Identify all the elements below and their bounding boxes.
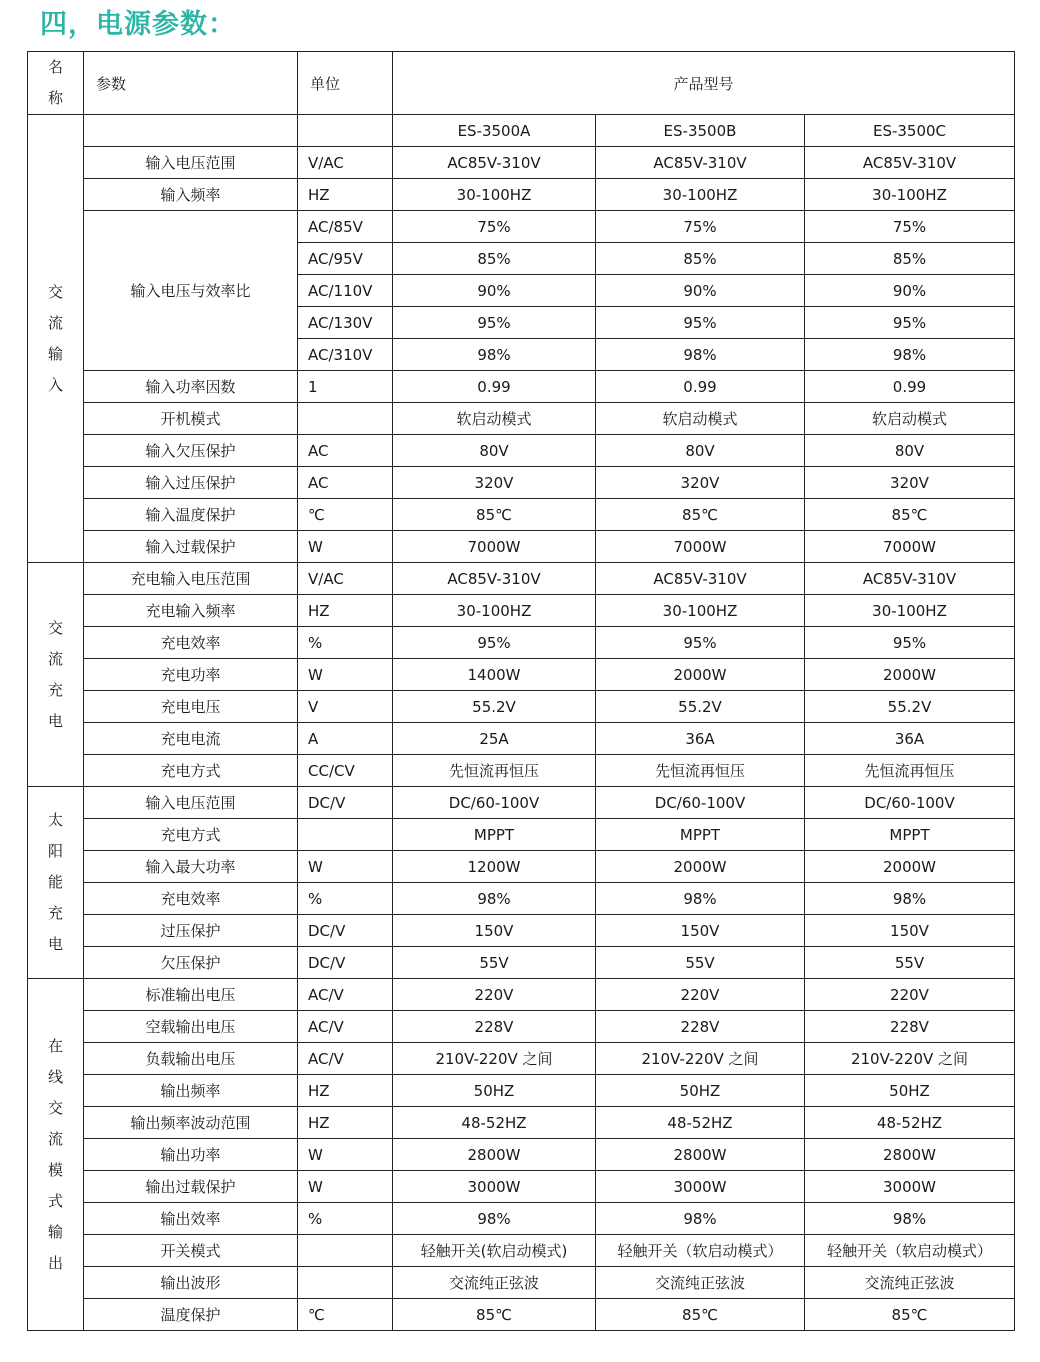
value-cell: 48-52HZ	[393, 1107, 596, 1139]
value-cell: 95%	[393, 627, 596, 659]
value-cell: AC85V-310V	[596, 563, 805, 595]
param-cell: 输出频率	[84, 1075, 298, 1107]
value-cell: 25A	[393, 723, 596, 755]
unit-cell: AC/V	[298, 1011, 393, 1043]
value-cell: 软启动模式	[393, 403, 596, 435]
value-cell: 55.2V	[805, 691, 1015, 723]
value-cell: 90%	[393, 275, 596, 307]
value-cell: 85℃	[393, 1299, 596, 1331]
table-row	[28, 435, 1015, 467]
table-row	[28, 467, 1015, 499]
unit-cell: %	[298, 627, 393, 659]
unit-cell: AC/85V	[298, 211, 393, 243]
value-cell: 85℃	[805, 499, 1015, 531]
table-row	[28, 1075, 1015, 1107]
value-cell: 48-52HZ	[805, 1107, 1015, 1139]
unit-cell	[298, 403, 393, 435]
value-cell: MPPT	[596, 819, 805, 851]
value-cell: AC85V-310V	[393, 563, 596, 595]
param-cell: 充电电流	[84, 723, 298, 755]
table-row	[28, 499, 1015, 531]
value-cell: 98%	[393, 339, 596, 371]
unit-cell: ℃	[298, 1299, 393, 1331]
param-cell: 充电方式	[84, 819, 298, 851]
value-cell: 98%	[805, 339, 1015, 371]
header-row	[28, 52, 1015, 115]
header-unit: 单位	[298, 52, 393, 115]
value-cell: 30-100HZ	[393, 595, 596, 627]
table-row	[28, 787, 1015, 819]
table-row	[28, 595, 1015, 627]
unit-cell: %	[298, 883, 393, 915]
value-cell: 轻触开关（软启动模式）	[596, 1235, 805, 1267]
value-cell: DC/60-100V	[596, 787, 805, 819]
power-spec-table	[27, 51, 1015, 1331]
param-cell: 输出功率	[84, 1139, 298, 1171]
value-cell: AC85V-310V	[393, 147, 596, 179]
value-cell: 220V	[393, 979, 596, 1011]
param-cell: 输出波形	[84, 1267, 298, 1299]
unit-cell: DC/V	[298, 787, 393, 819]
value-cell: 228V	[805, 1011, 1015, 1043]
value-cell: 2000W	[805, 659, 1015, 691]
value-cell: 轻触开关（软启动模式）	[805, 1235, 1015, 1267]
value-cell: 48-52HZ	[596, 1107, 805, 1139]
unit-cell: HZ	[298, 595, 393, 627]
param-cell: 输入电压范围	[84, 787, 298, 819]
table-row	[28, 659, 1015, 691]
unit-cell: HZ	[298, 1107, 393, 1139]
value-cell: 220V	[805, 979, 1015, 1011]
param-cell: 过压保护	[84, 915, 298, 947]
table-row	[28, 403, 1015, 435]
value-cell: AC85V-310V	[596, 147, 805, 179]
unit-cell: AC	[298, 435, 393, 467]
unit-cell: AC/110V	[298, 275, 393, 307]
value-cell: 30-100HZ	[805, 595, 1015, 627]
value-cell: 7000W	[393, 531, 596, 563]
value-cell: 2000W	[596, 659, 805, 691]
table-row	[28, 563, 1015, 595]
value-cell: 2000W	[596, 851, 805, 883]
value-cell: 228V	[393, 1011, 596, 1043]
table-row	[28, 947, 1015, 979]
table-row	[28, 883, 1015, 915]
unit-cell: V	[298, 691, 393, 723]
param-cell: 输出过载保护	[84, 1171, 298, 1203]
table-row	[28, 179, 1015, 211]
value-cell: 98%	[393, 883, 596, 915]
param-cell: 充电效率	[84, 627, 298, 659]
value-cell: 50HZ	[393, 1075, 596, 1107]
value-cell: 0.99	[393, 371, 596, 403]
table-row	[28, 915, 1015, 947]
header-param: 参数	[84, 52, 298, 115]
table-row	[28, 1139, 1015, 1171]
value-cell: DC/60-100V	[393, 787, 596, 819]
unit-cell: W	[298, 531, 393, 563]
unit-cell: W	[298, 851, 393, 883]
value-cell: 55V	[805, 947, 1015, 979]
group-label: 太阳能充电	[28, 787, 84, 979]
value-cell: 320V	[596, 467, 805, 499]
unit-cell	[298, 1267, 393, 1299]
value-cell: 320V	[393, 467, 596, 499]
value-cell: 软启动模式	[805, 403, 1015, 435]
value-cell: 30-100HZ	[596, 595, 805, 627]
value-cell: 85%	[393, 243, 596, 275]
unit-cell: DC/V	[298, 915, 393, 947]
group-label: 交流输入	[28, 115, 84, 563]
value-cell: AC85V-310V	[805, 147, 1015, 179]
value-cell: 85℃	[805, 1299, 1015, 1331]
value-cell: 75%	[596, 211, 805, 243]
value-cell: 210V-220V 之间	[393, 1043, 596, 1075]
value-cell: 2800W	[805, 1139, 1015, 1171]
value-cell: 3000W	[805, 1171, 1015, 1203]
unit-cell: AC/V	[298, 1043, 393, 1075]
empty-cell	[84, 115, 298, 147]
value-cell: 90%	[805, 275, 1015, 307]
param-cell: 输入功率因数	[84, 371, 298, 403]
section-title: 四，电源参数：	[40, 9, 236, 40]
param-cell: 输入电压与效率比	[84, 211, 298, 371]
value-cell: 85%	[596, 243, 805, 275]
value-cell: 55V	[393, 947, 596, 979]
param-cell: 输入过压保护	[84, 467, 298, 499]
value-cell: 55.2V	[393, 691, 596, 723]
model-name: ES-3500B	[596, 115, 805, 147]
unit-cell: HZ	[298, 179, 393, 211]
param-cell: 欠压保护	[84, 947, 298, 979]
value-cell: 80V	[393, 435, 596, 467]
table-row	[28, 371, 1015, 403]
table-row	[28, 755, 1015, 787]
value-cell: 0.99	[805, 371, 1015, 403]
value-cell: 轻触开关(软启动模式)	[393, 1235, 596, 1267]
table-row	[28, 1203, 1015, 1235]
value-cell: 1200W	[393, 851, 596, 883]
param-cell: 空载输出电压	[84, 1011, 298, 1043]
unit-cell: AC	[298, 467, 393, 499]
group-label: 交流充电	[28, 563, 84, 787]
table-row	[28, 147, 1015, 179]
value-cell: 210V-220V 之间	[805, 1043, 1015, 1075]
model-row	[28, 115, 1015, 147]
unit-cell: AC/130V	[298, 307, 393, 339]
param-cell: 输入温度保护	[84, 499, 298, 531]
value-cell: 95%	[596, 627, 805, 659]
table-row	[28, 1235, 1015, 1267]
table-row	[28, 211, 1015, 243]
value-cell: 98%	[596, 339, 805, 371]
param-cell: 输出频率波动范围	[84, 1107, 298, 1139]
value-cell: 交流纯正弦波	[596, 1267, 805, 1299]
unit-cell: W	[298, 1171, 393, 1203]
unit-cell: HZ	[298, 1075, 393, 1107]
param-cell: 开机模式	[84, 403, 298, 435]
unit-cell: ℃	[298, 499, 393, 531]
unit-cell: W	[298, 659, 393, 691]
value-cell: DC/60-100V	[805, 787, 1015, 819]
value-cell: 7000W	[805, 531, 1015, 563]
value-cell: 先恒流再恒压	[805, 755, 1015, 787]
unit-cell: 1	[298, 371, 393, 403]
param-cell: 充电电压	[84, 691, 298, 723]
value-cell: 150V	[596, 915, 805, 947]
value-cell: 7000W	[596, 531, 805, 563]
value-cell: 2800W	[596, 1139, 805, 1171]
value-cell: 90%	[596, 275, 805, 307]
param-cell: 输入最大功率	[84, 851, 298, 883]
value-cell: 95%	[805, 627, 1015, 659]
value-cell: 80V	[805, 435, 1015, 467]
table-row	[28, 1011, 1015, 1043]
value-cell: 210V-220V 之间	[596, 1043, 805, 1075]
value-cell: AC85V-310V	[805, 563, 1015, 595]
value-cell: 30-100HZ	[393, 179, 596, 211]
value-cell: 150V	[805, 915, 1015, 947]
value-cell: 80V	[596, 435, 805, 467]
value-cell: 交流纯正弦波	[393, 1267, 596, 1299]
value-cell: 3000W	[596, 1171, 805, 1203]
value-cell: 55.2V	[596, 691, 805, 723]
value-cell: 95%	[393, 307, 596, 339]
unit-cell: W	[298, 1139, 393, 1171]
unit-cell: CC/CV	[298, 755, 393, 787]
table-row	[28, 1267, 1015, 1299]
value-cell: 85℃	[393, 499, 596, 531]
value-cell: 150V	[393, 915, 596, 947]
table-row	[28, 1299, 1015, 1331]
value-cell: 30-100HZ	[596, 179, 805, 211]
group-label: 在线交流模式输出	[28, 979, 84, 1331]
param-cell: 输入频率	[84, 179, 298, 211]
model-name: ES-3500A	[393, 115, 596, 147]
value-cell: 30-100HZ	[805, 179, 1015, 211]
value-cell: MPPT	[393, 819, 596, 851]
value-cell: 228V	[596, 1011, 805, 1043]
unit-cell: A	[298, 723, 393, 755]
table-row	[28, 531, 1015, 563]
value-cell: 98%	[393, 1203, 596, 1235]
param-cell: 充电输入频率	[84, 595, 298, 627]
unit-cell: V/AC	[298, 563, 393, 595]
value-cell: 先恒流再恒压	[596, 755, 805, 787]
model-name: ES-3500C	[805, 115, 1015, 147]
unit-cell: V/AC	[298, 147, 393, 179]
header-name: 名称	[28, 52, 84, 115]
value-cell: 85℃	[596, 1299, 805, 1331]
unit-cell	[298, 1235, 393, 1267]
table-row	[28, 691, 1015, 723]
value-cell: 75%	[393, 211, 596, 243]
table-row	[28, 819, 1015, 851]
empty-cell	[298, 115, 393, 147]
param-cell: 负载输出电压	[84, 1043, 298, 1075]
value-cell: 50HZ	[596, 1075, 805, 1107]
value-cell: 先恒流再恒压	[393, 755, 596, 787]
unit-cell: AC/95V	[298, 243, 393, 275]
param-cell: 充电功率	[84, 659, 298, 691]
unit-cell: AC/V	[298, 979, 393, 1011]
value-cell: 0.99	[596, 371, 805, 403]
value-cell: 85℃	[596, 499, 805, 531]
value-cell: 55V	[596, 947, 805, 979]
param-cell: 充电效率	[84, 883, 298, 915]
table-row	[28, 1043, 1015, 1075]
value-cell: 98%	[596, 883, 805, 915]
value-cell: 75%	[805, 211, 1015, 243]
table-row	[28, 1107, 1015, 1139]
param-cell: 输出效率	[84, 1203, 298, 1235]
param-cell: 充电方式	[84, 755, 298, 787]
unit-cell: %	[298, 1203, 393, 1235]
value-cell: 1400W	[393, 659, 596, 691]
value-cell: MPPT	[805, 819, 1015, 851]
param-cell: 输入电压范围	[84, 147, 298, 179]
value-cell: 36A	[805, 723, 1015, 755]
header-model: 产品型号	[393, 52, 1015, 115]
table-row	[28, 723, 1015, 755]
value-cell: 98%	[596, 1203, 805, 1235]
table-row	[28, 851, 1015, 883]
value-cell: 85%	[805, 243, 1015, 275]
value-cell: 320V	[805, 467, 1015, 499]
unit-cell: AC/310V	[298, 339, 393, 371]
param-cell: 温度保护	[84, 1299, 298, 1331]
value-cell: 95%	[596, 307, 805, 339]
param-cell: 开关模式	[84, 1235, 298, 1267]
value-cell: 98%	[805, 883, 1015, 915]
value-cell: 220V	[596, 979, 805, 1011]
value-cell: 95%	[805, 307, 1015, 339]
table-row	[28, 979, 1015, 1011]
unit-cell: DC/V	[298, 947, 393, 979]
table-row	[28, 1171, 1015, 1203]
param-cell: 标准输出电压	[84, 979, 298, 1011]
value-cell: 软启动模式	[596, 403, 805, 435]
value-cell: 3000W	[393, 1171, 596, 1203]
param-cell: 输入欠压保护	[84, 435, 298, 467]
value-cell: 2000W	[805, 851, 1015, 883]
value-cell: 36A	[596, 723, 805, 755]
value-cell: 2800W	[393, 1139, 596, 1171]
unit-cell	[298, 819, 393, 851]
param-cell: 输入过载保护	[84, 531, 298, 563]
param-cell: 充电输入电压范围	[84, 563, 298, 595]
value-cell: 50HZ	[805, 1075, 1015, 1107]
table-row	[28, 627, 1015, 659]
value-cell: 98%	[805, 1203, 1015, 1235]
value-cell: 交流纯正弦波	[805, 1267, 1015, 1299]
